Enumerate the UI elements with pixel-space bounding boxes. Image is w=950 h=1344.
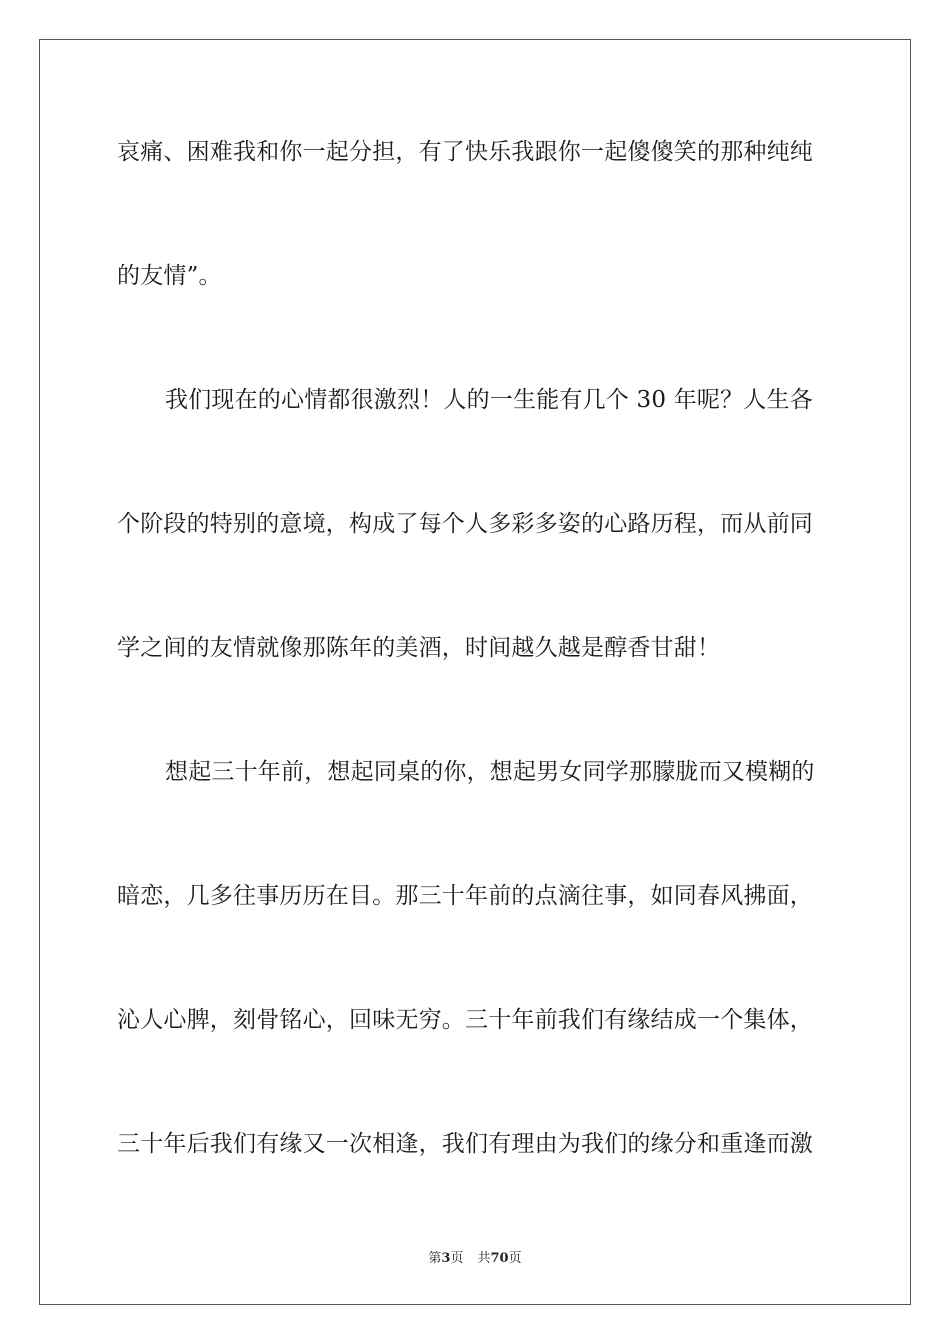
text-line: 沁人心脾，刻骨铭心，回味无穷。三十年前我们有缘结成一个集体， xyxy=(117,1007,813,1033)
text-line: 个阶段的特别的意境，构成了每个人多彩多姿的心路历程，而从前同 xyxy=(117,511,813,537)
page-footer xyxy=(0,1247,950,1266)
page-number: 3 xyxy=(441,1251,451,1266)
page-suffix: 页 xyxy=(450,1251,464,1266)
paragraph-start-line: 想起三十年前，想起同桌的你，想起男女同学那朦胧而又模糊的 xyxy=(165,759,815,785)
total-pages: 70 xyxy=(490,1251,509,1266)
total-suffix: 页 xyxy=(508,1251,522,1266)
total-prefix: 共 xyxy=(477,1251,491,1266)
text-line: 的友情”。 xyxy=(117,263,222,289)
text-line: 哀痛、困难我和你一起分担，有了快乐我跟你一起傻傻笑的那种纯纯 xyxy=(117,139,813,165)
paragraph-start-line: 我们现在的心情都很激烈！人的一生能有几个 30 年呢？人生各 xyxy=(165,387,813,413)
page-border xyxy=(39,39,911,1305)
text-line: 学之间的友情就像那陈年的美酒，时间越久越是醇香甘甜！ xyxy=(117,635,721,661)
page-prefix: 第 xyxy=(428,1251,442,1266)
text-line: 三十年后我们有缘又一次相逢，我们有理由为我们的缘分和重逢而激 xyxy=(117,1131,813,1157)
text-line: 暗恋，几多往事历历在目。那三十年前的点滴往事，如同春风拂面， xyxy=(117,883,813,909)
